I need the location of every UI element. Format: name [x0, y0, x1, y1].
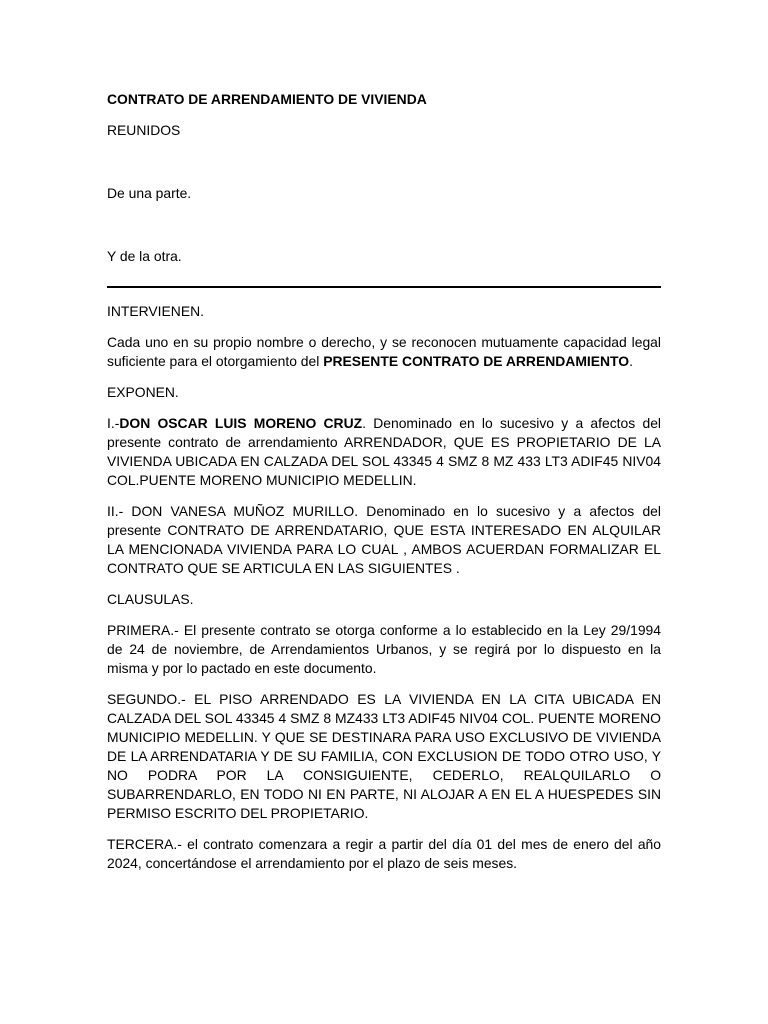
- expone-1-paragraph: [107, 414, 661, 490]
- clausula-segundo: SEGUNDO.- EL PISO ARRENDADO ES LA VIVIENDA EN LA CITA UBICADA EN CALZADA DEL SOL 43345 4 SMZ 8 MZ433 LT3 ADIF45 NIV04 COL. PUENTE MORENO MUNICIPIO MEDELLIN. Y QUE SE DESTINARA PARA USO EXCLUSIVO DE VIVIENDA DE LA ARRENDATARIA Y DE SU FAMILIA, CON EXCLUSION DE TODO OTRO USO, Y NO PODRA POR LA CONSIGUIENTE, CEDERLO, REALQUILARLO O SUBARRENDARLO, EN TODO NI EN PARTE, NI ALOJAR A EN EL A HUESPEDES SIN PERMISO ESCRITO DEL PROPIETARIO.: [107, 691, 661, 821]
- document-title: CONTRATO DE ARRENDAMIENTO DE VIVIENDA: [107, 91, 427, 107]
- presente-contrato-bold: PRESENTE CONTRATO DE ARRENDAMIENTO: [323, 353, 630, 369]
- expone-2-paragraph: II.- DON VANESA MUÑOZ MURILLO. Denominado en lo sucesivo y a afectos del presente CONTRATO DE ARRENDATARIO, QUE ESTA INTERESADO EN ALQUILAR LA MENCIONADA VIVIENDA PARA LO CUAL , AMBOS ACUERDAN FORMALIZAR EL CONTRATO QUE SE ARTICULA EN LAS SIGUIENTES .: [107, 503, 661, 576]
- otra-parte-line: Y de la otra.: [107, 248, 182, 264]
- horizontal-divider: [107, 286, 661, 288]
- reunidos-heading: REUNIDOS: [107, 122, 181, 138]
- cada-uno-end: .: [629, 353, 633, 369]
- expone-1-prefix: I.-: [107, 415, 120, 431]
- intervienen-heading: INTERVIENEN.: [107, 303, 204, 319]
- arrendador-name-bold: DON OSCAR LUIS MORENO CRUZ: [119, 415, 363, 431]
- clausula-tercera: TERCERA.- el contrato comenzara a regir a partir del día 01 del mes de enero del año 2024, concertándose el arrendamiento por el plazo de seis meses.: [107, 836, 661, 871]
- clausula-primera: PRIMERA.- El presente contrato se otorga conforme a lo establecido en la Ley 29/1994 de 24 de noviembre, de Arrendamientos Urbanos, y se regirá por lo dispuesto en la misma y por lo pactado en este documento.: [107, 622, 661, 676]
- una-parte-line: De una parte.: [107, 185, 192, 201]
- clausulas-heading: CLAUSULAS.: [107, 591, 194, 607]
- expone-1-text: . Denominado en lo sucesivo y a afectos del presente contrato de arrendamiento ARRENDADOR, QUE ES PROPIETARIO DE LA VIVIENDA UBICADA EN CALZADA DEL SOL 43345 4 SMZ 8 MZ 433 LT3 ADIF45 NIV04 COL.PUENTE MORENO MUNICIPIO MEDELLIN.: [107, 415, 661, 488]
- document-page: [107, 90, 661, 885]
- cada-uno-text: Cada uno en su propio nombre o derecho, y se reconocen mutuamente capacidad legal suficiente para el otorgamiento del: [107, 334, 661, 369]
- exponen-heading: EXPONEN.: [107, 384, 179, 400]
- cada-uno-paragraph: [107, 333, 661, 371]
